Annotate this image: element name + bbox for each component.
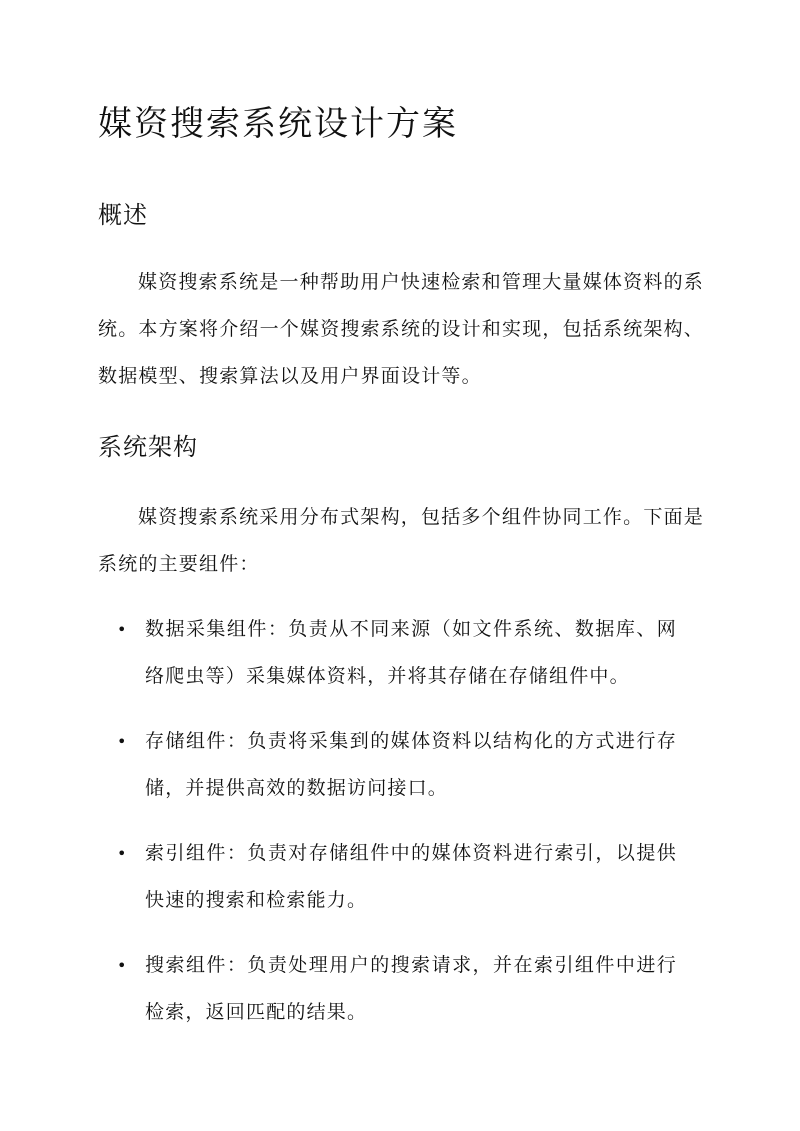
section-heading-overview: 概述 <box>98 201 148 229</box>
list-item-text: 索引组件：负责对存储组件中的媒体资料进行索引，以提供快速的搜索和检索能力。 <box>145 842 677 911</box>
bullet-icon: • <box>117 732 128 751</box>
list-item-storage <box>117 718 677 812</box>
document-title: 媒资搜索系统设计方案 <box>98 104 458 144</box>
list-item-data-collection <box>117 606 677 700</box>
list-item-search <box>117 942 677 1036</box>
section-heading-architecture: 系统架构 <box>98 433 198 461</box>
list-item-text: 数据采集组件：负责从不同来源（如文件系统、数据库、网络爬虫等）采集媒体资料，并将其存储在存储组件中。 <box>145 618 677 687</box>
list-item-text: 存储组件：负责将采集到的媒体资料以结构化的方式进行存储，并提供高效的数据访问接口。 <box>145 730 677 799</box>
bullet-icon: • <box>117 620 128 639</box>
overview-paragraph: 媒资搜索系统是一种帮助用户快速检索和管理大量媒体资料的系统。本方案将介绍一个媒资搜索系统的设计和实现，包括系统架构、数据模型、搜索算法以及用户界面设计等。 <box>98 271 705 387</box>
architecture-paragraph: 媒资搜索系统采用分布式架构，包括多个组件协同工作。下面是系统的主要组件： <box>98 506 704 575</box>
list-item-index <box>117 830 677 924</box>
list-item-text: 搜索组件：负责处理用户的搜索请求，并在索引组件中进行检索，返回匹配的结果。 <box>145 954 677 1023</box>
bullet-icon: • <box>117 956 128 975</box>
bullet-icon: • <box>117 844 128 863</box>
